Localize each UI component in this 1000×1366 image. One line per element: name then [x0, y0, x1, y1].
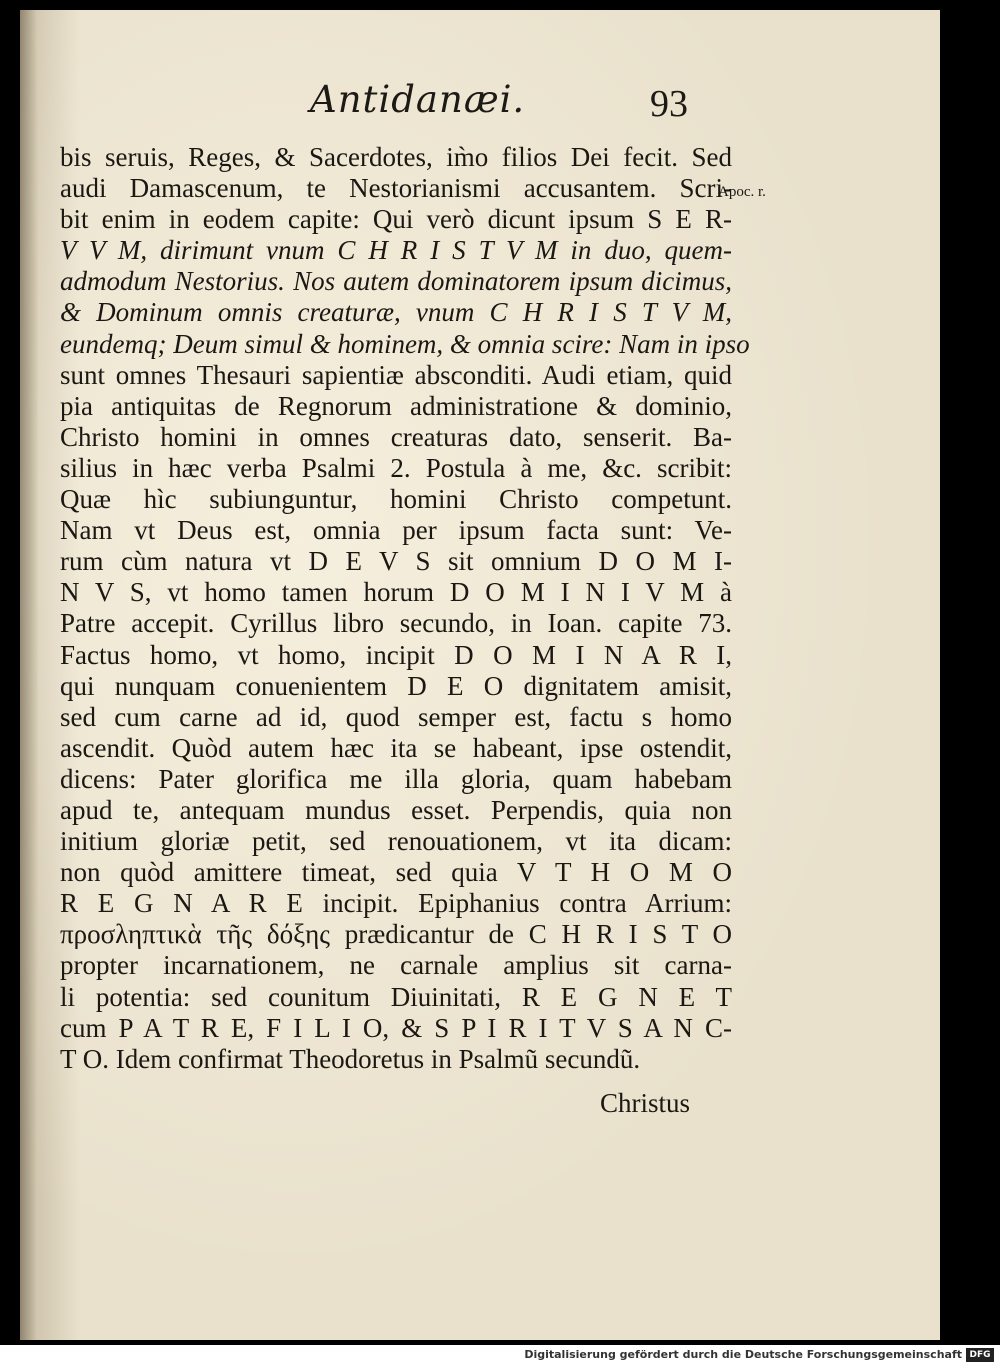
text-line: audi Damascenum, te Nestorianismi accusantem. Scri- [60, 173, 732, 204]
text-line: qui nunquam conuenientem D E O dignitatem amisit, [60, 670, 732, 701]
text-line: Patre accepit. Cyrillus libro secundo, in Ioan. capite 73. [60, 608, 732, 639]
text-line: apud te, antequam mundus esset. Perpendis, quia non [60, 794, 732, 825]
text-line: propter incarnationem, ne carnale amplius sit carna- [60, 950, 732, 981]
text-line: pia antiquitas de Regnorum administratione & dominio, [60, 390, 732, 421]
book-page [20, 10, 940, 1340]
text-line: Factus homo, vt homo, incipit D O M I N A R I, [60, 639, 732, 670]
running-head: Antidanæi. [310, 78, 526, 121]
text-line: rum cùm natura vt D E V S sit omnium D O M I- [60, 546, 732, 577]
text-line: cum P A T R E, F I L I O, & S P I R I T V S A N C- [60, 1012, 732, 1043]
footer-bar [0, 1345, 1000, 1366]
text-line: & Dominum omnis creaturæ, vnum C H R I S T V M, [60, 297, 732, 328]
text-line: li potentia: sed counitum Diuinitati, R E G N E T [60, 981, 732, 1012]
footer-credit: Digitalisierung gefördert durch die Deutsche Forschungsgemeinschaft [524, 1348, 962, 1361]
text-line: V V M, dirimunt vnum C H R I S T V M in duo, quem- [60, 235, 732, 266]
text-line: ascendit. Quòd autem hæc ita se habeant, ipse ostendit, [60, 732, 732, 763]
margin-note: Apoc. r. [718, 184, 766, 200]
page-number: 93 [650, 83, 688, 125]
text-line: non quòd amittere timeat, sed quia V T H O M O [60, 857, 732, 888]
text-line: bit enim in eodem capite: Qui verò dicunt ipsum S E R- [60, 204, 732, 235]
text-line: T O. Idem confirmat Theodoretus in Psalmũ secundũ. [60, 1043, 641, 1074]
text-line: προσληπτικὰ τῆς δόξης prædicantur de C H R I S T O [60, 919, 732, 950]
text-line: eundemq; Deum simul & hominem, & omnia scire: Nam in ipso [60, 328, 750, 359]
text-line: sunt omnes Thesauri sapientiæ absconditi. Audi etiam, quid [60, 359, 732, 390]
text-line: Christo homini in omnes creaturas dato, senserit. Ba- [60, 421, 732, 452]
dfg-logo-icon: DFG [966, 1348, 994, 1362]
text-line: R E G N A R E incipit. Epiphanius contra Arrium: [60, 888, 732, 919]
text-line: bis seruis, Reges, & Sacerdotes, im̀o filios Dei fecit. Sed [60, 142, 732, 172]
text-line: sed cum carne ad id, quod semper est, factu s homo [60, 701, 732, 732]
text-line: Quæ hìc subiunguntur, homini Christo competunt. [60, 484, 732, 515]
catchword: Christus [600, 1088, 691, 1118]
text-line: admodum Nestorius. Nos autem dominatorem ipsum dicimus, [60, 266, 732, 297]
text-line: dicens: Pater glorifica me illa gloria, quam habebam [60, 763, 732, 794]
text-line: initium gloriæ petit, sed renouationem, vt ita dicam: [60, 826, 732, 857]
text-line: N V S, vt homo tamen horum D O M I N I V M à [60, 577, 732, 608]
text-line: silius in hæc verba Psalmi 2. Postula à me, &c. scribit: [60, 452, 732, 483]
page-gutter-shadow [20, 10, 38, 1340]
text-line: Nam vt Deus est, omnia per ipsum facta sunt: Ve- [60, 515, 732, 546]
